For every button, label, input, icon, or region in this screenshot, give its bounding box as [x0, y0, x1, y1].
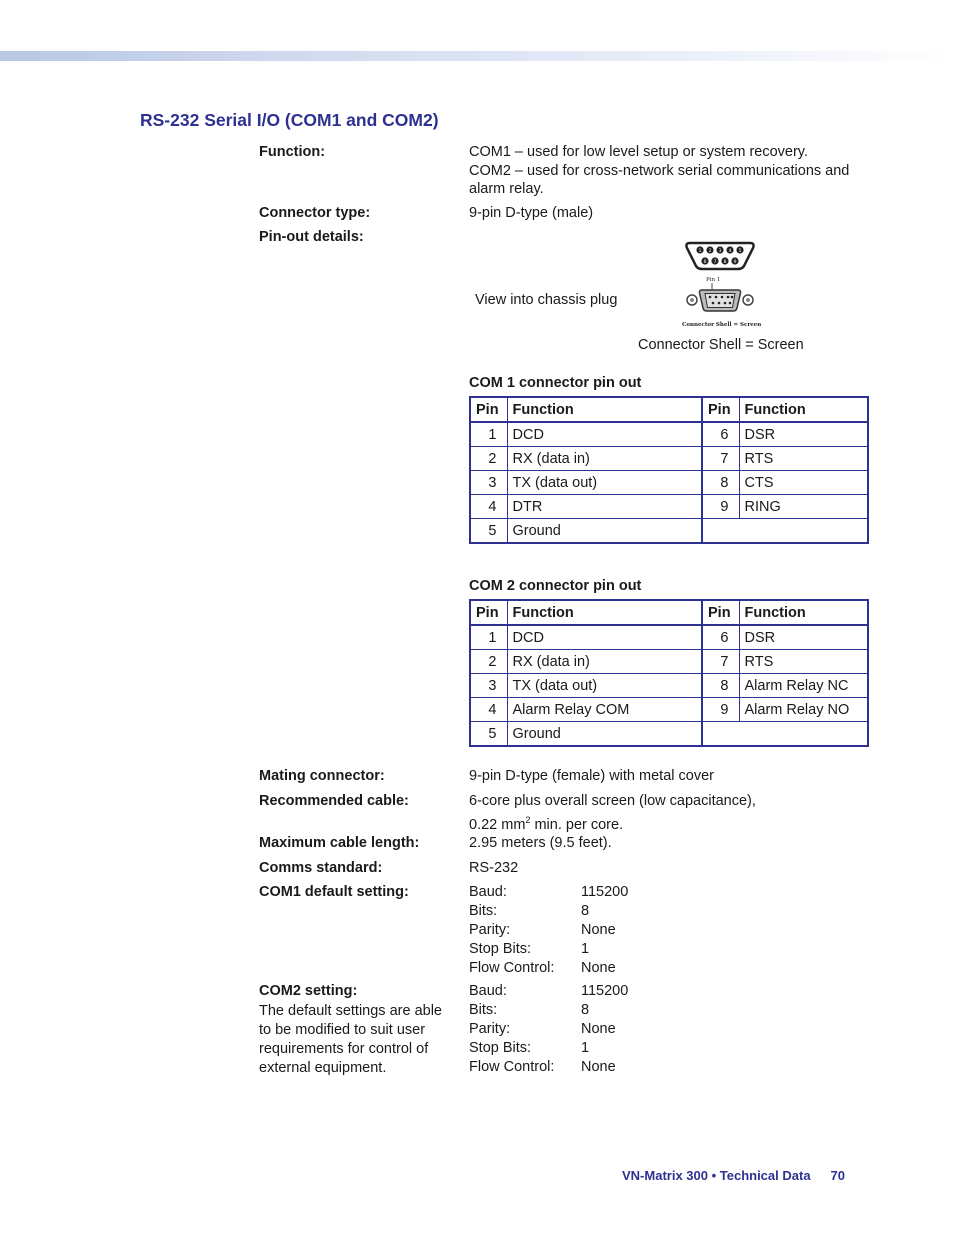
pin-cell: 8 [702, 674, 739, 698]
recommended-cable-value [469, 792, 756, 834]
column-header: Pin [702, 600, 739, 625]
function-line: COM2 – used for cross-network serial communications and [469, 162, 850, 179]
empty-cell [702, 519, 868, 544]
setting-row [469, 982, 628, 1001]
column-header: Function [507, 600, 702, 625]
setting-row [469, 959, 628, 978]
pin-number: 3 [718, 249, 722, 254]
function-cell: Alarm Relay COM [507, 698, 702, 722]
cable-line: 0.22 $mm^2$ min. per core. [469, 814, 624, 833]
page-footer [622, 1168, 845, 1183]
function-cell: DCD [507, 625, 702, 650]
table-row [470, 650, 868, 674]
pin-cell: 2 [470, 447, 507, 471]
note-line: to be modified to suit user [259, 1022, 426, 1038]
function-line: alarm relay. [469, 181, 544, 197]
pin-cell: 5 [470, 722, 507, 747]
com2-pinout-table [469, 599, 869, 747]
pin-cell: 9 [702, 698, 739, 722]
note-line: The default settings are able [259, 1003, 442, 1019]
setting-key: Bits: [469, 903, 498, 919]
pin-cell: 4 [470, 495, 507, 519]
com2-settings [469, 982, 628, 1077]
pin-number: 7 [713, 260, 717, 265]
setting-value: 1 [581, 941, 590, 957]
column-header: Pin [470, 397, 507, 422]
table-header-row [470, 397, 868, 422]
empty-cell [702, 722, 868, 747]
function-cell: DSR [739, 625, 868, 650]
function-cell: DSR [739, 422, 868, 447]
setting-value: None [581, 1021, 616, 1037]
function-cell: CTS [739, 471, 868, 495]
cable-line: 6-core plus overall screen (low capacitance), [469, 793, 756, 809]
setting-row [469, 902, 628, 921]
column-header: Function [739, 397, 868, 422]
table-header-row [470, 600, 868, 625]
com1-table-caption: COM 1 connector pin out [469, 375, 642, 391]
table-row [470, 495, 868, 519]
pin-number: 6 [703, 260, 707, 265]
function-cell: RX (data in) [507, 650, 702, 674]
column-header: Pin [470, 600, 507, 625]
mating-connector-value: 9-pin D-type (female) with metal cover [469, 768, 714, 784]
function-cell: TX (data out) [507, 471, 702, 495]
pin-cell: 9 [702, 495, 739, 519]
table-row [470, 625, 868, 650]
header-gradient-bar [0, 51, 954, 61]
pin-cell: 6 [702, 422, 739, 447]
table-row [470, 447, 868, 471]
setting-key: Bits: [469, 1002, 498, 1018]
setting-key: Stop Bits: [469, 941, 532, 957]
table-row [470, 698, 868, 722]
recommended-cable-label: Recommended cable: [259, 793, 409, 809]
max-cable-length-label: Maximum cable length: [259, 835, 420, 851]
comms-standard-label: Comms standard: [259, 860, 383, 876]
setting-value: 115200 [581, 884, 629, 900]
setting-row [469, 1058, 628, 1077]
pin-number: 8 [723, 260, 727, 265]
function-cell: DCD [507, 422, 702, 447]
section-title: RS-232 Serial I/O (COM1 and COM2) [140, 110, 439, 130]
setting-key: Baud: [469, 983, 507, 999]
column-header: Function [739, 600, 868, 625]
setting-row [469, 1001, 628, 1020]
column-header: Pin [702, 397, 739, 422]
function-cell: RTS [739, 447, 868, 471]
function-cell: RING [739, 495, 868, 519]
column-header: Function [507, 397, 702, 422]
footer-doc-title: VN-Matrix 300 • Technical Data [622, 1168, 811, 1183]
note-line: external equipment. [259, 1060, 387, 1076]
table-row [470, 422, 868, 447]
setting-key: Parity: [469, 1021, 511, 1037]
pin-cell: 3 [470, 471, 507, 495]
setting-value: 1 [581, 1040, 590, 1056]
pin-number: 2 [708, 249, 712, 254]
setting-value: None [581, 1059, 616, 1075]
setting-value: None [581, 960, 616, 976]
pin-number: 5 [738, 249, 742, 254]
pin-cell: 7 [702, 650, 739, 674]
pin-number: 4 [728, 249, 732, 254]
pin-cell: 3 [470, 674, 507, 698]
setting-row [469, 921, 628, 940]
setting-row [469, 883, 628, 902]
table-row [470, 722, 868, 747]
pin-cell: 4 [470, 698, 507, 722]
pin-cell: 2 [470, 650, 507, 674]
setting-value: None [581, 922, 616, 938]
connector-shell-label: Connector Shell = Screen [638, 337, 804, 353]
com1-pinout-table [469, 396, 869, 544]
setting-value: 115200 [581, 983, 629, 999]
table-row [470, 674, 868, 698]
max-cable-length-value: 2.95 meters (9.5 feet). [469, 835, 612, 851]
page-number: 70 [830, 1168, 846, 1183]
setting-key: Parity: [469, 922, 511, 938]
com2-setting-note [259, 1002, 459, 1078]
pin-cell: 5 [470, 519, 507, 544]
pin-cell: 1 [470, 625, 507, 650]
comms-standard-value: RS-232 [469, 860, 519, 876]
setting-key: Baud: [469, 884, 507, 900]
db9-connector-diagram [676, 238, 764, 332]
function-value [469, 143, 849, 199]
com1-default-label: COM1 default setting: [259, 884, 409, 900]
setting-key: Flow Control: [469, 1059, 555, 1075]
setting-key: Flow Control: [469, 960, 555, 976]
connector-type-label: Connector type: [259, 205, 371, 221]
pinout-label: Pin-out details: [259, 229, 364, 245]
mating-connector-label: Mating connector: [259, 768, 385, 784]
function-cell: RX (data in) [507, 447, 702, 471]
com1-settings [469, 883, 628, 978]
pin1-label: Pin 1 [706, 277, 721, 283]
setting-row [469, 1039, 628, 1058]
pin-number: 1 [698, 249, 702, 254]
com2-table-caption: COM 2 connector pin out [469, 578, 642, 594]
pin-cell: 1 [470, 422, 507, 447]
note-line: requirements for control of [259, 1041, 429, 1057]
setting-row [469, 1020, 628, 1039]
setting-row [469, 940, 628, 959]
connector-type-value: 9-pin D-type (male) [469, 205, 594, 221]
pin-number: 9 [733, 260, 737, 265]
function-cell: DTR [507, 495, 702, 519]
function-cell: Ground [507, 722, 702, 747]
function-cell: Alarm Relay NO [739, 698, 868, 722]
function-cell: RTS [739, 650, 868, 674]
com2-setting-label: COM2 setting: [259, 983, 358, 999]
function-label: Function: [259, 144, 326, 160]
connector-shell-small-label: Connector Shell = Screen [682, 322, 762, 328]
function-cell: TX (data out) [507, 674, 702, 698]
pin-cell: 6 [702, 625, 739, 650]
pin-cell: 8 [702, 471, 739, 495]
setting-value: 8 [581, 1002, 590, 1018]
function-cell: Ground [507, 519, 702, 544]
setting-key: Stop Bits: [469, 1040, 532, 1056]
view-into-chassis-text: View into chassis plug [475, 292, 618, 308]
pin-cell: 7 [702, 447, 739, 471]
function-cell: Alarm Relay NC [739, 674, 868, 698]
function-line: COM1 – used for low level setup or system recovery. [469, 144, 808, 160]
table-row [470, 471, 868, 495]
setting-value: 8 [581, 903, 590, 919]
table-row [470, 519, 868, 544]
